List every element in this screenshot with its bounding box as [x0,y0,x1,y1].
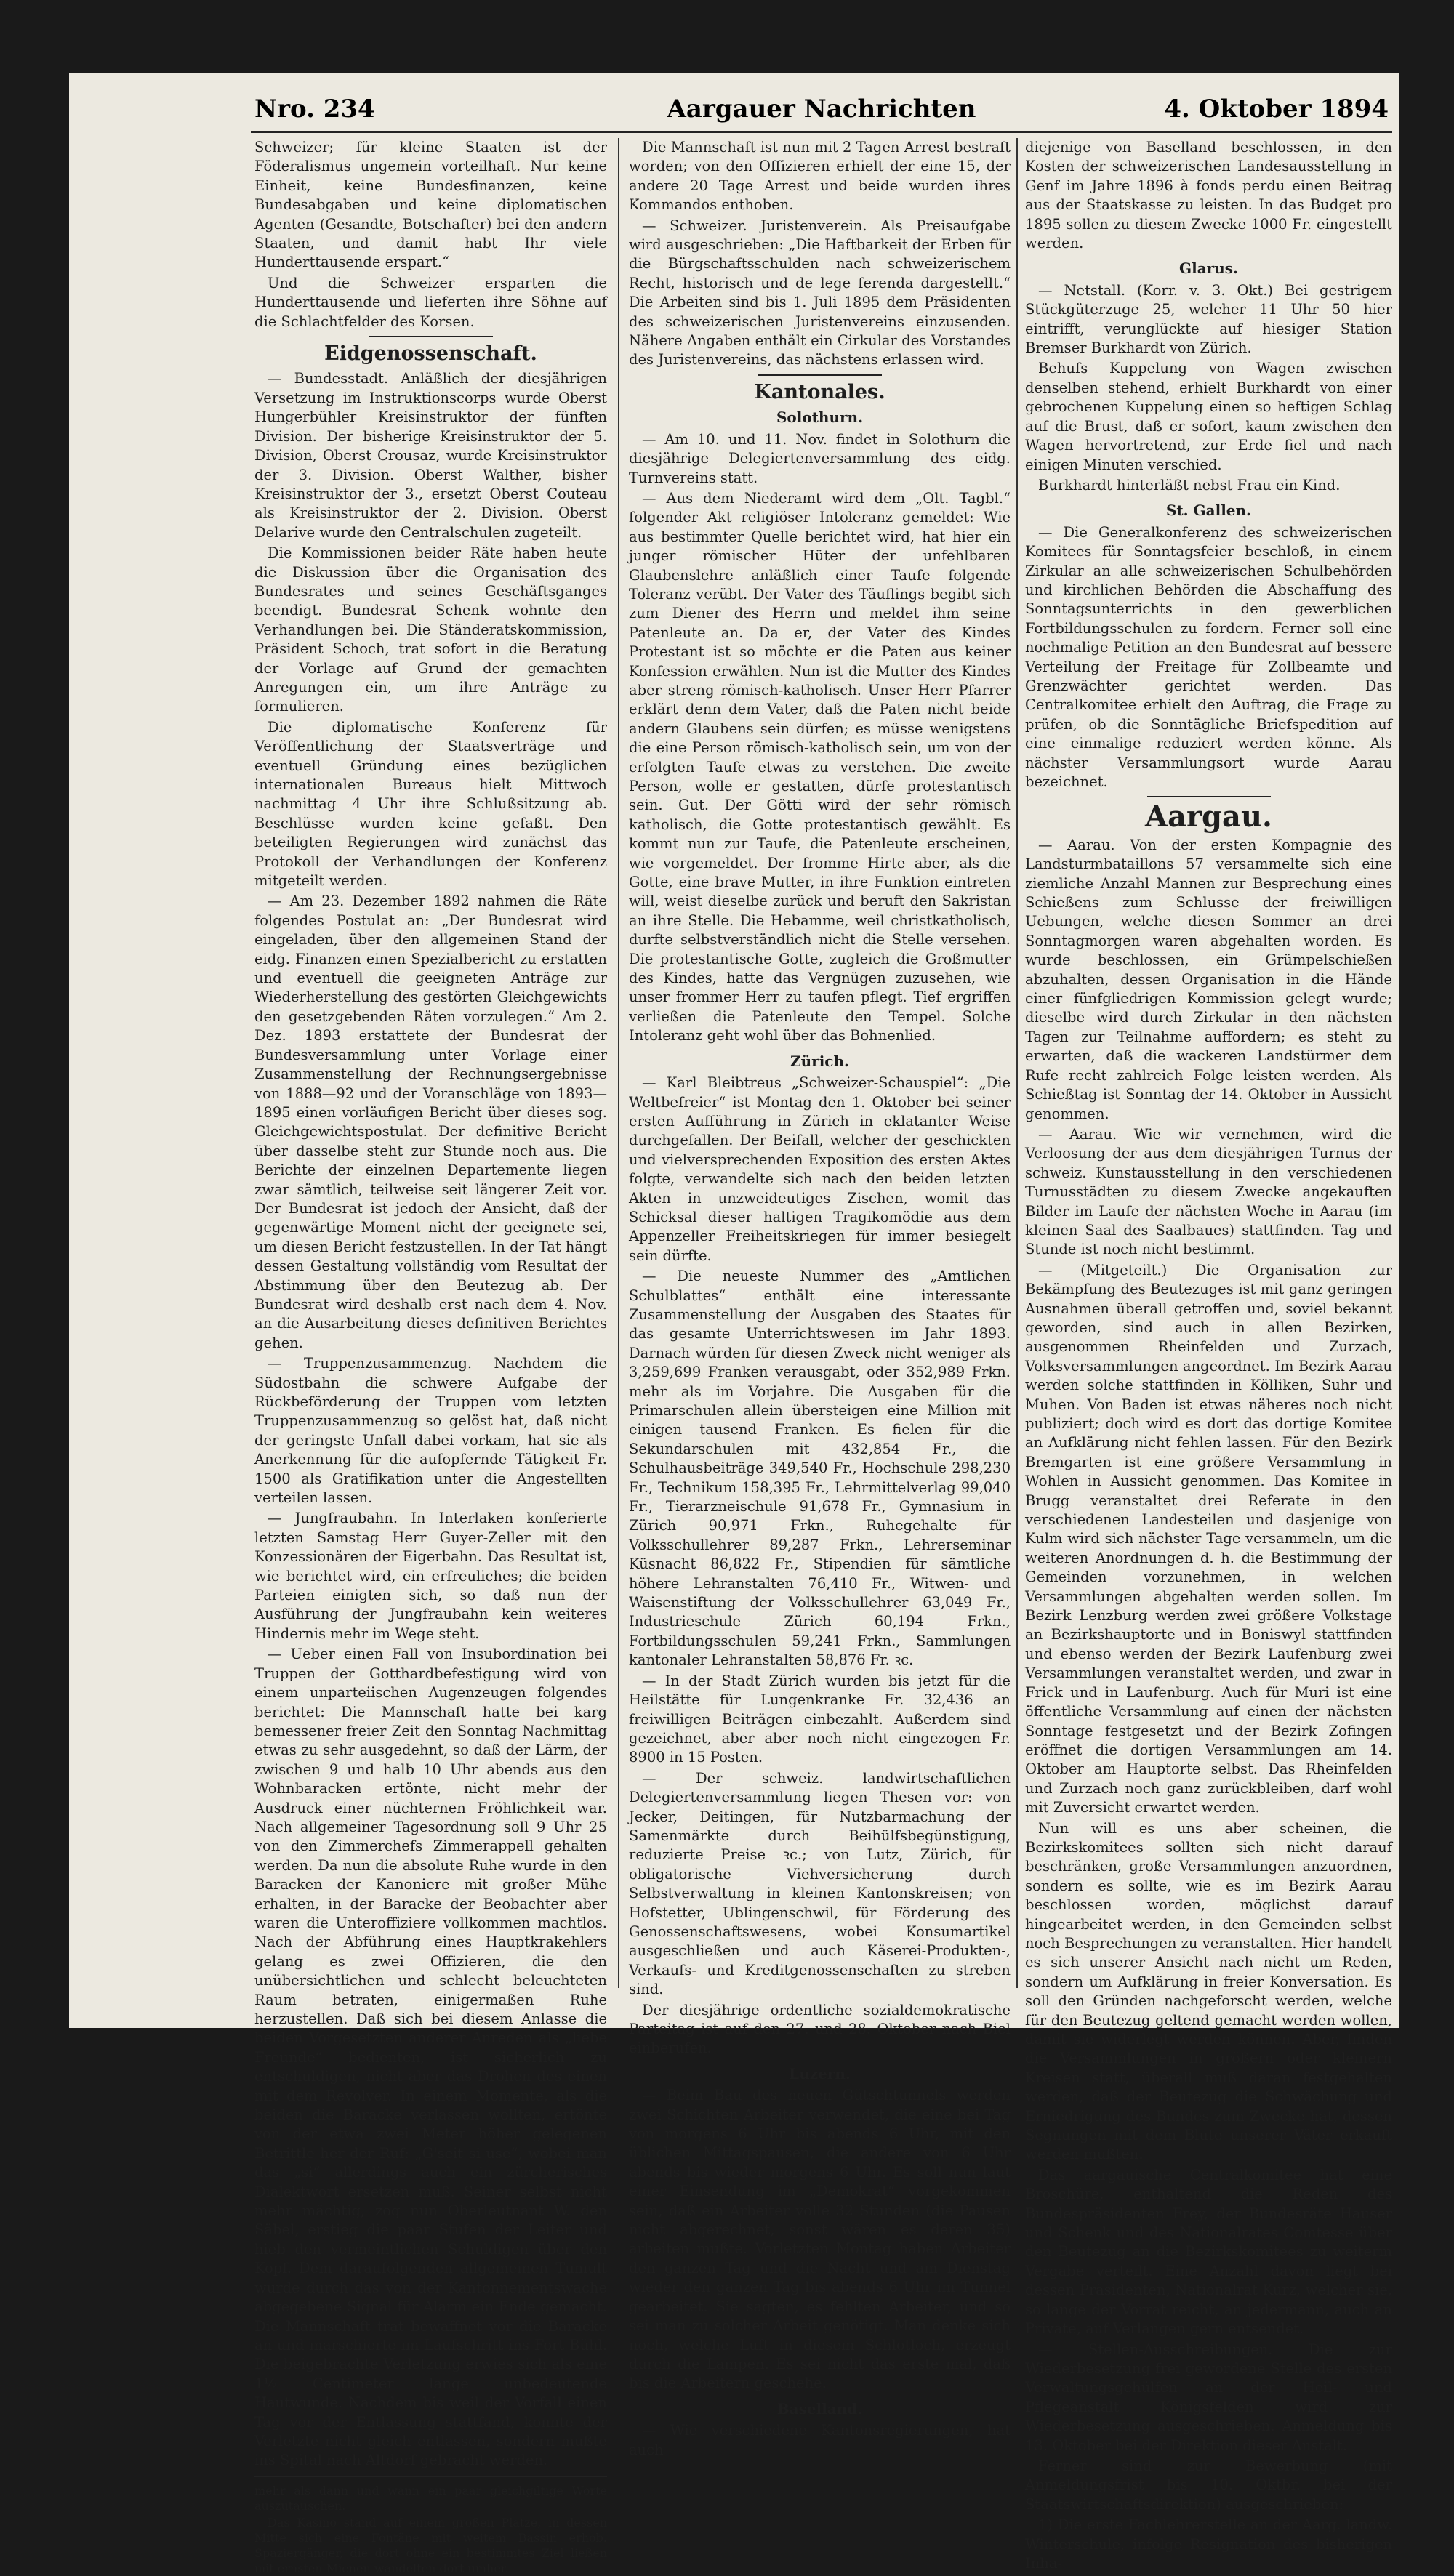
subheading-solothurn: Solothurn. [776,408,864,427]
paragraph: Die diplomatische Konferenz für Veröffentlichung der Staatsverträge und eventuell Gründung eines bezüglichen internationalen Bureaus hielt Mittwoch nachmittag 4 Uhr ihre Schlußsitzung ab. Beschlüsse wurden keine gefaßt. Den beteiligten Regierungen wird zunächst das Protokoll der Verhandlungen der Konferenz mitgeteilt werden. [254,718,607,890]
paragraph: — Der schweiz. landwirtschaftlichen Delegiertenversammlung liegen Thesen vor: von Jecker, Deitingen, für Nutzbarmachung der Samenmärkte durch Beihülfsbegünstigung, reduzierte Preise ꝛc.; von Lutz, Zürich, für obligatorische Viehversicherung durch Selbstverwaltung in kleinen Kantonskreisen; von Hofstetter, Ublingenschwil, für Förderung des Genossenschaftswesens, wobei Konsumartikel ausgeschließen und auch Käserei-Produkten-, Verkaufs- und Kreditgenossenschaften zu streben sind. [629,1769,1011,1998]
paragraph: Die Mannschaft ist nun mit 2 Tagen Arrest bestraft worden; von den Offizieren erhielt der eine 15, der andere 20 Tage Arrest und beide wurden ihres Kommandos enthoben. [629,139,1011,214]
column-1 [254,138,607,2575]
paragraph: — Netstall. (Korr. v. 3. Okt.) Bei gestrigem Stückgüterzuge 25, welcher 11 Uhr 50 hier eintrifft, verunglückte auf hiesiger Station Bremser Burkhardt von Zürich. [1025,281,1392,357]
paragraph: — Karl Bleibtreus „Schweizer-Schauspiel“: „Die Weltbefreier“ ist Montag den 1. Oktober bei seiner ersten Aufführung in Zürich in eklatanter Weise durchgefallen. Der Beifall, welcher der geschickten und vielversprechenden Exposition des ersten Aktes folgte, verwandelte sich nach den beiden letzten Akten in unzweideutiges Zischen, womit das Schicksal dieser haltigen Tragikomödie aus dem Appenzeller Freiheitskriegen für immer besiegelt sein dürfte. [629,1074,1011,1264]
section-heading-aargau: Aargau. [1145,800,1272,834]
masthead-rule [251,131,1392,133]
feuilleton-text: Das Kasino stand auf einem großen Platze, in dessen Mitte sich eine Fontäne mit weitem Bassin erhob. Spaziergänger, die dort ohne ein bestimmtes Ziel ließen mit ernsten Mienen wandelten dort umher. [254,2515,607,2575]
paragraph: — (Mitgeteilt.) Die Organisation zur Bekämpfung des Beutezuges ist mit ganz geringen Ausnahmen überall getroffen und, soviel bekannt geworden, sind auch in allen Bezirken, ausgenommen Rheinfelden und Zurzach, Volksversammlungen angeordnet. Im Bezirk Aarau werden solche stattfinden in Kölliken, Suhr und Muhen. Von Baden ist etwas näheres noch nicht publiziert; doch wird es dort das dortige Komitee an Aufklärung nicht fehlen lassen. Für den Bezirk Bremgarten ist eine größere Versammlung in Wohlen in Aussicht genommen. Das Komitee in Brugg veranstaltet drei Referate in den verschiedenen Landesteilen und dasjenige von Kulm wird sich nächster Tage versammeln, um die weiteren Anordnungen d. h. die Bestimmung der Gemeinden vorzunehmen, in welchen Versammlungen abgehalten werden sollen. Im Bezirk Lenzburg werden zwei größere Volkstage an Bezirkshauptorte und in Boniswyl stattfinden und ebenso werden der Bezirk Laufenburg zwei Versammlungen veranstaltet werden, und zwar in Frick und in Laufenburg. Auch für Muri ist eine öffentliche Versammlung auf einen der nächsten Sonntage festgesetzt und der Bezirk Zofingen eröffnet die dortigen Versammlungen am 14. Oktober am Hauptorte selbst. Das Rheinfelden und Zurzach noch ganz zurückbleiben, darf wohl mit Zuversicht erwartet werden. [1025,1261,1392,1816]
paragraph: Schweizer; für kleine Staaten ist der Föderalismus ungemein vorteilhaft. Nur keine Einheit, keine Bundesfinanzen, keine Bundesabgaben und keine diplomatischen Agenten (Gesandte, Botschafter) bei den andern Staaten, und damit habt Ihr viele Hunderttausende erspart.“ [254,139,607,271]
subheading-st-gallen: St. Gallen. [1165,502,1252,520]
section-heading-eidgenossenschaft: Eidgenossenschaft. [324,342,537,366]
paragraph: — Ueber einen Fall von Insubordination bei Truppen der Gotthardbefestigung wird von einem unparteiischen Augenzeugen folgendes berichtet: Die Mannschaft hatte bei karg bemessener freier Zeit den Sonntag Nachmittag etwas zu sehr ausgedehnt, so daß der Lärm, der zwischen 9 und halb 10 Uhr abends aus den Wohnbaracken ertönte, nicht mehr der Ausdruck einer nüchternen Fröhlichkeit war. Nach allgemeiner Tagesordnung soll 9 Uhr 25 von den Zimmerchefs Zimmerappell gehalten werden. Da nun die absolute Ruhe wurde in den Baracken der Kanoniere mit großer Mühe erhalten, in der Baracke der Beobachter aber waren die Unteroffiziere vollkommen machtlos. Nach der Abführung eines Hauptkrakehlers gelang es zwei Offizieren, die den unübersichtlichen und schlecht beleuchteten Raum betraten, einigermaßen Ruhe herzustellen. Daß sich bei diesem Anlasse die beiden Vorgesetzten anderer Anreden als „liebe Freunde“ bedienten, ist sicherlich zu entschuldigen, nicht aber das Drohen des einen mit dem Revolver. In einem Momente, als die beiden die Baracke verlassen wollten, ertönte von der etwa zwei Meter höher gelegenen Betrittle her der Ruf: „G'seit si use“, wobei man das „si“ allerdings auch ein zürcherisches Dialektwort ersetzen muß. Seiner selbst nicht mehr mächtig, zog nun Oberleutnant W. den Säbel, erstieg die paar Stufen der Leiter und hieb den vermeintlichen Schuldigen über den Kopf. Dem daraufolgenden allgemeinen Tumult wurde durch das von der Kantonnementswache abgegebene Signal für Alarm ein Ende gemacht. Die Mannschaft trat bewaffnet vor die Baracke an und marschierte im Laufschritt ins Fort Bühl. Die beigebrachte Verletzung erwies sich als eine 1½ Centimeter lange unbedeutende Hautwunde. Nachdem bis weil der Vorfall einen Tag vor der Entlassung stattfand, konnte der Verletzte nicht gleich entlassen, sondern mußte ins Spital nach Altdorf gebracht werden. [254,1646,607,2469]
paragraph: — Schweizer. Juristenverein. Als Preisaufgabe wird ausgeschrieben: „Die Haftbarkeit der Erben für die Bürgschaftsschulden nach schweizerischem Recht, historisch und de lege ferenda dargestellt.“ Die Arbeiten sind bis 1. Juli 1895 dem Präsidenten des schweizerischen Juristenvereins einzusenden. Nähere Angaben enthält ein Cirkular des Vorstandes des Juristenvereins, das nächstens erlassen wird. [629,217,1011,369]
paragraph: — Die neueste Nummer des „Amtlichen Schulblattes“ enthält eine interessante Zusammenstellung der Ausgaben des Staates für das gesamte Unterrichtswesen im Jahr 1893. Darnach würden für diesen Zweck nicht weniger als 3,259,699 Franken verausgabt, oder 352,989 Frkn. mehr als im Vorjahre. Die Ausgaben für die Primarschulen allein übersteigen eine Million mit einigen tausend Franken. Es fielen für die Sekundarschulen mit 432,854 Fr., die Schulhausbeiträge 349,540 Fr., Hochschule 298,230 Fr., Technikum 158,395 Fr., Lehrmittelverlag 99,040 Fr., Tierarzneischule 91,678 Fr., Gymnasium in Zürich 90,971 Frkn., Ruhegehalte für Volksschullehrer 89,287 Frkn., Lehrerseminar Küsnacht 86,822 Fr., Stipendien für sämtliche höhere Lehranstalten 76,410 Fr., Witwen- und Waisenstiftung der Volksschullehrer 63,049 Fr., Industrieschule Zürich 60,194 Frkn., Fortbildungsschulen 59,241 Frkn., Sammlungen kantonaler Lehranstalten 58,876 Fr. ꝛc. [629,1268,1011,1669]
paragraph: — Beim Bau des neuen Gütschtunnels werden zwei Schichten Arbeiter verwendet, die eine bei Tag von morgens 6 Uhr bis abends 6 Uhr, mit den üblichen Mittagspausen, die andere von 6 Uhr abends bis wieder morgens 6 Uhr. Es soll nun laut einer Einsendung im „Demokrat“ vorgekommen sein, daß ein Arbeiter volle 32 Stunden (die Pausen nicht abgerechnet, sonst wären es deren 35) arbeiten mußte. Vorletzten Montag haben Arbeiter den ganzen Tag und die Nacht und am Dienstag wieder den ganzen Tag bis abends 6 Uhr im Tunnel gearbeitet. Sie sagten, es fehlten Arbeiter, und so sei man zu solcher Arbeit genötigt. Man denke sich noch, welche Luft in diesem Schlotloch, erzeugt durch die Lampen. Es sei nicht das erste mal, daß bis die Arbeitern geschehe. [629,2087,1011,2392]
issue-number: Nro. 234 [254,94,375,124]
paragraph: — Aarau. Wie wir vernehmen, wird die Verloosung der aus dem diesjährigen Turnus der schweiz. Kunstausstellung in den verschiedenen Turnusstädten zu diesem Zwecke angekauften Bilder im Laufe der nächsten Woche in Aarau (im kleinen Saal des Saalbaues) stattfinden. Tag und Stunde ist noch nicht bestimmt. [1025,1125,1392,1258]
paragraph: — Wie verschiedene Kantonsregierungen, hat auch [629,2422,1011,2458]
newspaper-title: Aargauer Nachrichten [667,94,976,124]
paragraph: Die Kommissionen beider Räte haben heute die Diskussion über die Organisation des Bundesrates und seines Geschäftsganges beendigt. Bundesrat Schenk wohnte den Verhandlungen bei. Die Ständeratskommission, Präsident Schoch, trat sofort in die Beratung der Vorlage auf Grund der gemachten Anregungen ein, um ihre Anträge zu formulieren. [254,544,607,715]
section-rule [1147,796,1271,797]
paragraph: 1) Die erste Fachlehrerstelle an der Aarg. landw. Winterschule, infolge Resignation des bisherigen Inha- [1025,2516,1392,2572]
paragraph: — Bundesstadt. Anläßlich der diesjährigen Versetzung im Instruktionscorps wurde Oberst Hungerbühler Kreisinstruktor der fünften Division. Der bisherige Kreisinstruktor der 5. Division, Oberst Crousaz, wurde Kreisinstruktor der 3. Division. Oberst Walther, bisher Kreisinstruktor der 3., ersetzt Oberst Couteau als Kreisinstruktor der 2. Division. Oberst Delarive wurde den Centralschulen zugeteilt. [254,370,607,541]
feuilleton-text: mehr als dann und wann ein paar gleichgiltige Worte auszutauschen. [254,2483,607,2513]
paragraph: — In der Stadt Zürich wurden bis jetzt für die Heilstätte für Lungenkranke Fr. 32,436 an freiwilligen Beiträgen einbezahlt. Außerdem sind gezeichnet, aber aber noch nicht eingezogen Fr. 8900 in 15 Posten. [629,1672,1011,1766]
paragraph: — Die Generalkonferenz des schweizerischen Komitees für Sonntagsfeier beschloß, in einem Zirkular an alle schweizerischen Schulbehörden und kirchlichen Behörden die Abschaffung des Sonntagsunterrichts in den gewerblichen Fortbildungsschulen zu fordern. Ferner soll eine nochmalige Petition an den Bundesrat auf bessere Verteilung der Freitage für Zollbeamte und Grenzwächter gerichtet werden. Das Centralkomitee erhielt den Auftrag, die Frage zu prüfen, ob die Sonntägliche Briefspedition auf eine einmalige reduziert werden könne. Als nächster Versammlungsort wurde Aarau bezeichnet. [1025,523,1392,790]
paragraph: — Am 23. Dezember 1892 nahmen die Räte folgendes Postulat an: „Der Bundesrat wird eingeladen, über den allgemeinen Stand der eidg. Finanzen einen Spezialbericht zu erstatten und eventuell die geeigneten Anträge zur Wiederherstellung des gestörten Gleichgewichts den gesetzgebenden Räten vorzulegen.“ Am 2. Dez. 1893 erstattete der Bundesrat der Bundesversammlung unter Vorlage einer Zusammenstellung der Rechnungsergebnisse von 1888—92 und der Voranschläge von 1893—1895 einen vorläufigen Bericht über dieses sog. Gleichgewichtspostulat. Der definitive Bericht über dasselbe steht zur Stunde noch aus. Die Berichte der einzelnen Departemente liegen zwar sämtlich, teilweise seit längerer Zeit vor. Der Bundesrat ist jedoch der Ansicht, daß der gegenwärtige Moment nicht der geeignete sei, um diesen Bericht festzustellen. In der Tat hängt dessen Gestaltung vollständig vom Resultat der Abstimmung über den Beutezug ab. Der Bundesrat wird deshalb erst nach dem 4. Nov. an die Ausarbeitung dieses definitiven Berichtes gehen. [254,893,607,1351]
subheading-zurich: Zürich. [790,1052,849,1070]
paragraph: Behufs Kuppelung von Wagen zwischen denselben stehend, erhielt Burkhardt von einer gebrochenen Kuppelung einen so heftigen Schlag auf die Brust, daß er sofort, kaum zwischen den Wagen hervortretend, zur Erde fiel und nach einigen Minuten verschied. [1025,360,1392,473]
subheading-luzern: Luzern. [789,2064,851,2082]
paragraph: — Aarau. Von der ersten Kompagnie des Landsturmbataillons 57 versammelte sich eine ziemliche Anzahl Mannen zur Besprechung eines Schießens zum Schlusse der freiwilligen Uebungen, welche diesen Sommer an drei Sonntagmorgen waren abgehalten worden. Es wurde beschlossen, ein Grümpelschießen abzuhalten, dessen Organisation in die Hände einer fünfgliedrigen Kommission gelegt wurde; dieselbe wird durch Zirkular in den nächsten Tagen zur Teilnahme auffordern; es steht zu erwarten, daß die wackeren Landstürmer dem Rufe recht zahlreich Folge leisten werden. Als Schießtag ist Sonntag der 14. Oktober in Aussicht genommen. [1025,836,1392,1122]
paragraph: — Aus dem Niederamt wird dem „Olt. Tagbl.“ folgender Akt religiöser Intoleranz gemeldet: Wie aus bestimmter Quelle berichtet wird, hat hier ein junger römischer Hüter der unfehlbaren Glaubenslehre anläßlich einer Taufe folgende Toleranz verübt. Der Vater des Täuflings begibt sich zum Diener des Herrn und meldet ihm seine Patenleute an. Da er, der Vater des Kindes Protestant ist so möchte er die Paten aus keiner Konfession erwählen. Nun ist die Mutter des Kindes aber streng römisch-katholisch. Unser Herr Pfarrer erklärt denn dem Vater, daß die Paten nicht beide andern Glaubens sein dürfen; es müsse wenigstens die eine Person römisch-katholisch sein, um von der erfolgten Taufe etwas zu verstehen. Die zweite Person, wolle er gestatten, dürfe protestantisch sein. Gut. Der Götti wird der sehr römisch katholisch, die Gotte protestantisch gewählt. Es kommt nun zur Taufe, die Patenleute erscheinen, wie vorgemeldet. Der fromme Hirte aber, als die Gotte, eine brave Mutter, in ihre Funktion eintreten will, weist dieselbe zurück und beruft den Sakristan an ihre Stelle. Die Hebamme, weil christkatholisch, durfte selbstverständlich nicht die Stelle versehen. Die protestantische Gotte, zugleich die Großmutter des Kindes, hatte das Vergnügen zuzusehen, wie unser frommer Herr zu taufen pflegt. Tief ergriffen verließen die Patenleute den Tempel. Solche Intoleranz geht wohl über das Bohnenlied. [629,489,1011,1045]
paragraph: — Jungfraubahn. In Interlaken konferierte letzten Samstag Herr Guyer-Zeller mit den Konzessionären der Eigerbahn. Das Resultat ist, wie berichtet wird, ein erfreuliches; die beiden Parteien einigten sich, so daß nun der Ausführung der Jungfraubahn kein weiteres Hindernis mehr im Wege steht. [254,1510,607,1642]
section-rule [758,374,882,376]
feuilleton-rule [254,2476,607,2477]
paragraph: Der diesjährige ordentliche sozialdemokratische Parteitag ist auf den 27. und 28. Oktober nach Biel einberufen. [629,2001,1011,2057]
section-rule [369,336,493,337]
paragraph: diejenige von Baselland beschlossen, in den Kosten der schweizerischen Landesausstellung in Genf im Jahre 1896 à fonds perdu einen Beitrag aus der Staatskasse zu leisten. In das Budget pro 1895 sollen zu diesem Zwecke 1000 Fr. eingestellt werden. [1025,139,1392,252]
subheading-glarus: Glarus. [1179,259,1238,278]
paragraph: — Truppenzusammenzug. Nachdem die Südostbahn die schwere Aufgabe der Rückbeförderung der Truppen vom letzten Truppenzusammenzug so gelöst hat, daß nicht der geringste Unfall dabei vorkam, hat sie als Anerkennung für die aufopfernde Tätigkeit Fr. 1500 als Gratifikation unter die Angestellten verteilen lassen. [254,1355,607,1507]
paragraph: — Stellen-Ausschreibungen. Die zur Wiederbesetzung frei gewordene Stelle des ersten Verwaltungsgehülfen an der Heil- und Pflegeanstalt Königsfelden wird zur Wiederbesetzung ausgeschrieben. Anmeldung bis 13. Oktober bei der Direktion dieser Anstalt. [1025,2340,1392,2454]
column-divider [618,138,619,1988]
subheading-baselland: Baselland. [776,2399,863,2418]
paragraph: Nun will es uns aber scheinen, die Bezirkskomitees sollten sich nicht darauf beschränken, große Versammlungen anzuordnen, sondern es sollte, wie es im Bezirk Aarau beschlossen worden, möglichst darauf hingearbeitet werden, in den Gemeinden selbst noch Besprechungen zu veranstalten. Hier handelt es sich unserer Ansicht nach nicht um Reden, sondern um Aufklärung in freier Konversation. Es soll den Gründen nachgeforscht werden, welche für den Beutezug geltend gemacht werden wollen, damit sie widerlegt werden können. Aber, finden die Versammlungen in größern oder kleinern Kreisen statt, überall muß daran festgehalten werden, daß der Beutezug die Schwächung und Erniedrigung des Bundes zum Zwecke hat, dessen Segnungen mit dem Blute unserer Väter erkauft werden mußten. [1025,1819,1392,2163]
column-2 [629,138,1011,2458]
masthead [254,94,1389,131]
paragraph: Das aargauische Centralkomitee hat eine Broschüre, enthaltend die Reden des Bundespräsidenten Frey, der Bundesräte Hauser und Schenk und des Nationalrates Comtesse über den Beutezug an die Bezirkskomitees zu weiterm Vergabe verteilt. Eine Anzahl davon liegt bei dessen Präsidenten, Nationalrat Kurz, welcher sie, so lange der Vorrat reicht, an jedermann, auch an Private, auf Verlangen gern entsendet. [1025,2166,1392,2338]
issue-date: 4. Oktober 1894 [1164,94,1389,124]
paragraph: — Am 10. und 11. Nov. findet in Solothurn die diesjährige Delegiertenversammlung des eidg. Turnvereins statt. [629,430,1011,486]
column-3 [1025,138,1392,2572]
paragraph: Und die Schweizer ersparten die Hunderttausende und lieferten ihre Söhne auf die Schlachtfelder des Korsen. [254,274,607,330]
column-divider [1016,138,1018,1988]
paragraph: Ferner sind zur Bewerbung (mit Anmeldungsfrist bis 10. Oktbr. bei der Staatswirtschaftsdirektion) ausgeschrieben: [1025,2457,1392,2513]
paragraph: Burkhardt hinterläßt nebst Frau ein Kind. [1038,476,1341,494]
section-heading-kantonales: Kantonales. [754,380,885,403]
